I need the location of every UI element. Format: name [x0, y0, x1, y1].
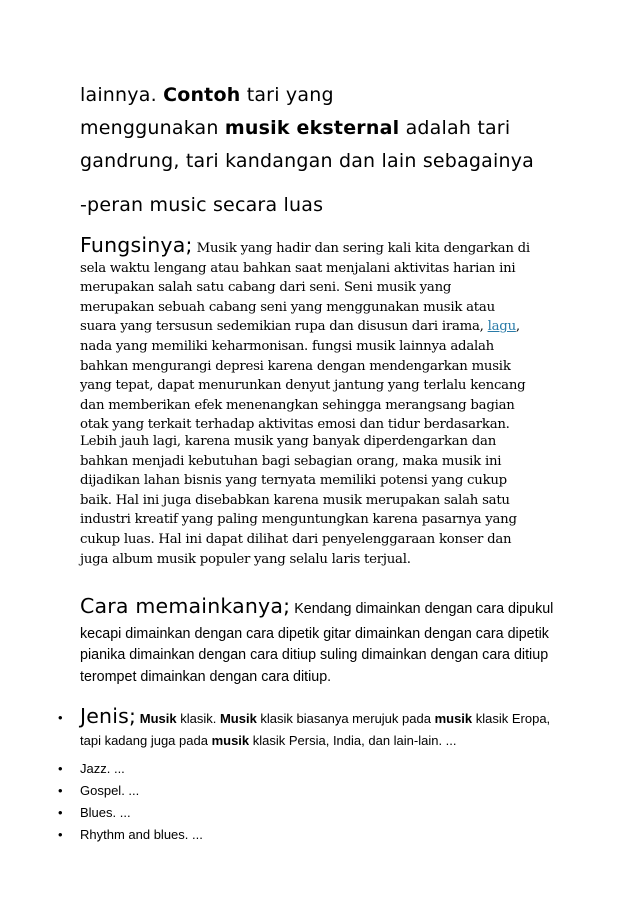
lebih-paragraph — [80, 432, 570, 569]
fungsi-line: bahkan mengurangi depresi karena dengan mendengarkan musik — [80, 358, 511, 374]
list-item-text: Blues. ... — [80, 805, 131, 820]
intro-line-4: -peran music secara luas — [80, 194, 324, 216]
jenis-text — [80, 733, 457, 748]
intro-line-3: gandrung, tari kandangan dan lain sebagainya — [80, 150, 535, 172]
bullet-icon: • — [58, 805, 63, 820]
cara-first-line — [80, 596, 580, 621]
fungsi-link-line — [80, 317, 570, 337]
intro-text: lainnya. — [80, 84, 164, 106]
jenis-bold-word: Musik — [219, 711, 257, 726]
fungsi-paragraph — [80, 233, 570, 435]
fungsi-line: nada yang memiliki keharmonisan. fungsi musik lainnya adalah — [80, 338, 494, 354]
cara-line: kecapi dimainkan dengan cara dipetik gitar dimainkan dengan cara dipetik — [80, 625, 549, 642]
jenis-heading: Jenis; — [80, 704, 137, 728]
fungsi-text: , — [515, 319, 520, 335]
fungsi-line: sela waktu lengang atau bahkan saat menjalani aktivitas harian ini — [80, 260, 516, 276]
lebih-line: dijadikan lahan bisnis yang ternyata memiliki potensi yang cukup — [80, 473, 507, 489]
cara-line: pianika dimainkan dengan cara ditiup suling dimainkan dengan cara ditiup — [80, 647, 549, 663]
fungsi-line: merupakan salah satu cabang dari seni. Seni musik yang — [80, 280, 452, 296]
bullet-icon: • — [58, 761, 63, 776]
intro-text: menggunakan — [80, 117, 225, 139]
jenis-run: klasik Eropa, — [472, 711, 551, 726]
list-item-text: Rhythm and blues. ... — [80, 827, 203, 842]
jenis-run: tapi kadang juga pada — [80, 733, 212, 748]
fungsi-first-line — [80, 233, 570, 259]
intro-text: adalah tari — [399, 117, 511, 139]
jenis-run: klasik biasanya merujuk pada — [256, 711, 435, 726]
jenis-text — [136, 711, 550, 726]
fungsi-text: suara yang tersusun sedemikian rupa dan disusun dari irama, — [80, 319, 488, 335]
cara-paragraph — [80, 596, 580, 688]
lagu-link[interactable]: lagu — [487, 319, 516, 335]
cara-heading: Cara memainkanya; — [80, 594, 291, 618]
jenis-bold-word: Musik — [139, 711, 177, 726]
lebih-line: baik. Hal ini juga disebabkan karena musik merupakan salah satu — [80, 492, 510, 508]
fungsi-line: yang tepat, dapat menurunkan denyut jantung yang terlalu kencang — [80, 378, 526, 394]
bullet-icon: • — [58, 710, 63, 725]
jenis-run: klasik. — [176, 711, 220, 726]
fungsi-line: dan memberikan efek menenangkan sehingga merangsang bagian — [80, 397, 515, 413]
list-item-text: Jazz. ... — [80, 761, 125, 776]
jenis-bold-word: musik — [211, 733, 250, 748]
bullet-icon: • — [58, 827, 63, 842]
fungsi-line: merupakan sebuah cabang seni yang menggunakan musik atau — [80, 299, 495, 315]
jenis-bold-word: musik — [434, 711, 473, 726]
cara-text: Kendang dimainkan dengan cara dipukul — [290, 601, 554, 617]
cara-line: terompet dimainkan dengan cara ditiup. — [80, 668, 332, 685]
lebih-line: industri kreatif yang paling menguntungkan karena pasarnya yang — [80, 512, 517, 528]
fungsi-line: otak yang terkait terhadap aktivitas emosi dan tidur berdasarkan. — [80, 417, 510, 433]
intro-line-1 — [80, 84, 334, 106]
lebih-line: bahkan menjadi kebutuhan bagi sebagian orang, maka musik ini — [80, 453, 502, 469]
lebih-line: juga album musik populer yang selalu laris terjual. — [80, 551, 411, 567]
bullet-icon: • — [58, 783, 63, 798]
intro-line-2 — [80, 117, 510, 139]
list-item-text: Gospel. ... — [80, 783, 140, 798]
intro-bold-contoh: Contoh — [163, 84, 241, 106]
jenis-run: klasik Persia, India, dan lain-lain. ... — [249, 733, 457, 748]
fungsi-heading: Fungsinya; — [80, 233, 193, 257]
intro-bold-musik-eksternal: musik eksternal — [224, 117, 400, 139]
lebih-line: cukup luas. Hal ini dapat dilihat dari penyelenggaraan konser dan — [80, 531, 512, 547]
intro-text: tari yang — [240, 84, 334, 106]
jenis-first-line — [80, 704, 550, 728]
lebih-line: Lebih jauh lagi, karena musik yang banyak diperdengarkan dan — [80, 434, 497, 449]
fungsi-text: Musik yang hadir dan sering kali kita dengarkan di — [192, 241, 530, 256]
